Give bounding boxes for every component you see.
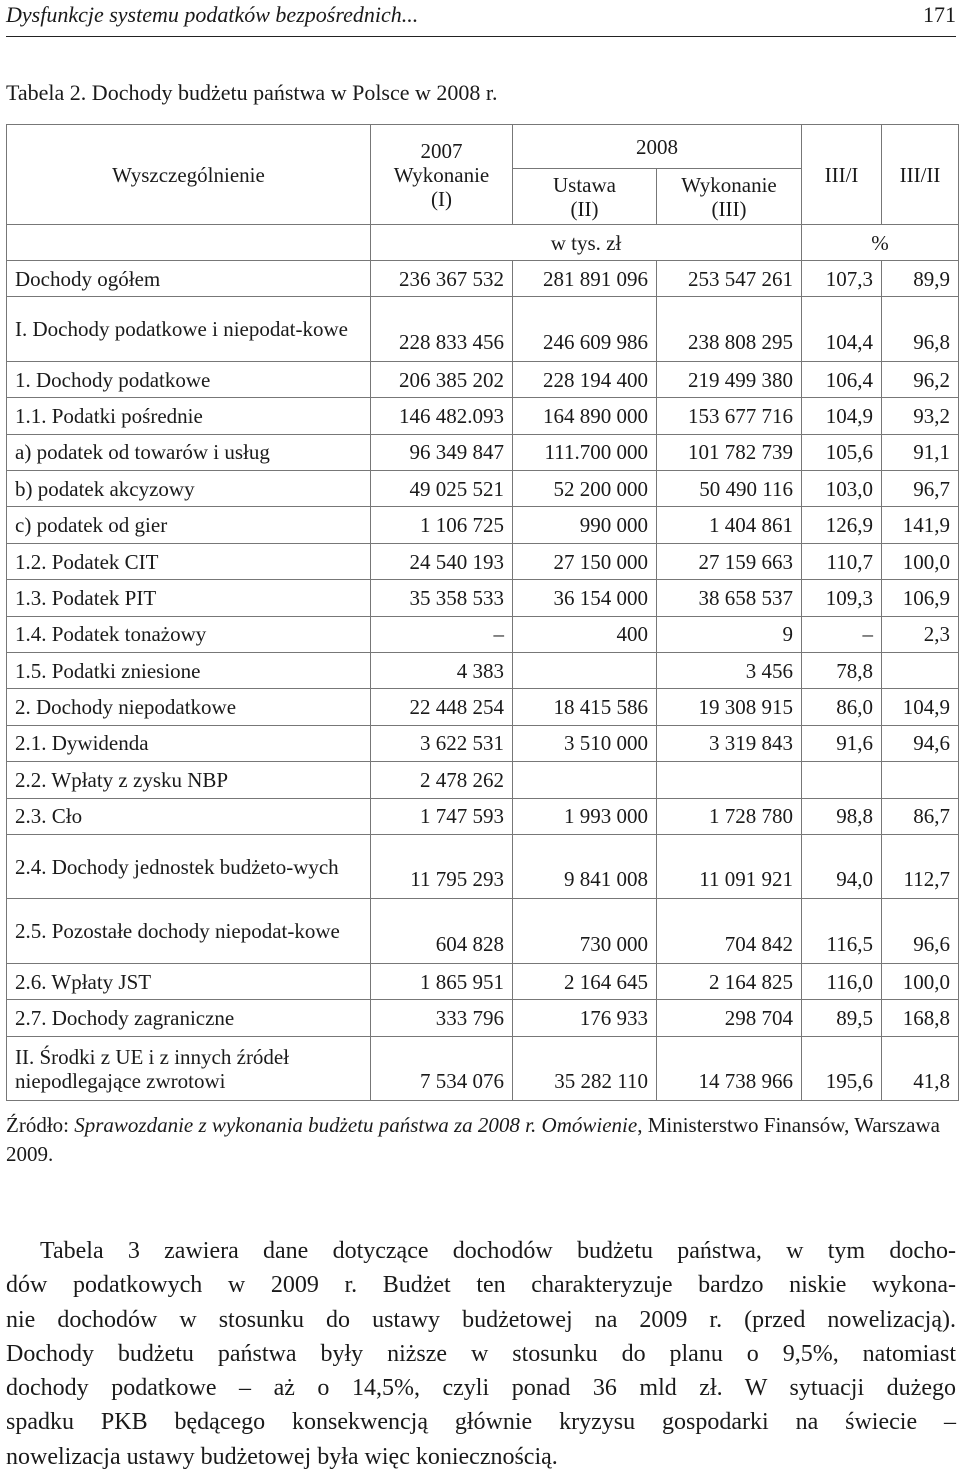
running-title: Dysfunkcje systemu podatków bezpośrednich... (6, 2, 419, 27)
table-row (7, 471, 959, 507)
paragraph-line: nowelizacja ustawy budżetowej była więc koniecznością. (6, 1443, 558, 1470)
running-header (6, 0, 956, 37)
cell-wykonanie (657, 762, 802, 798)
cell-2007: 11 795 293 (371, 834, 513, 899)
cell-2007: 3 622 531 (371, 725, 513, 761)
cell-2007: 1 747 593 (371, 798, 513, 834)
cell-ratio-iii-ii: 96,8 (882, 297, 959, 362)
paragraph-line: dów podatkowych w 2009 r. Budżet ten charakteryzuje bardzo niskie wykona- (6, 1272, 956, 1299)
cell-wykonanie: 101 782 739 (657, 434, 802, 470)
cell-ratio-iii-i (802, 762, 882, 798)
cell-ustawa: 164 890 000 (513, 398, 657, 434)
header-ustawa-label: Ustawa (553, 172, 616, 197)
table-row (7, 653, 959, 689)
cell-ustawa: 111.700 000 (513, 434, 657, 470)
cell-2007: 22 448 254 (371, 689, 513, 725)
table-row (7, 261, 959, 297)
cell-ratio-iii-i: 86,0 (802, 689, 882, 725)
row-label: a) podatek od towarów i usług (7, 434, 371, 470)
table-row (7, 899, 959, 964)
header-ratio-iii-ii: III/II (882, 125, 959, 225)
cell-ratio-iii-i: 89,5 (802, 1000, 882, 1036)
cell-wykonanie: 298 704 (657, 1000, 802, 1036)
row-label: Dochody ogółem (7, 261, 371, 297)
cell-ratio-iii-i: 78,8 (802, 653, 882, 689)
header-unit-percent: % (802, 225, 959, 261)
cell-ustawa (513, 653, 657, 689)
cell-ratio-iii-i: 94,0 (802, 834, 882, 899)
cell-ratio-iii-ii: 91,1 (882, 434, 959, 470)
cell-2007: 7 534 076 (371, 1036, 513, 1101)
cell-wykonanie: 238 808 295 (657, 297, 802, 362)
cell-ustawa: 281 891 096 (513, 261, 657, 297)
cell-2007: 24 540 193 (371, 543, 513, 579)
row-label: 2.2. Wpłaty z zysku NBP (7, 762, 371, 798)
cell-ratio-iii-ii: 2,3 (882, 616, 959, 652)
cell-ustawa: 18 415 586 (513, 689, 657, 725)
row-label: 1.4. Podatek tonażowy (7, 616, 371, 652)
cell-ustawa: 35 282 110 (513, 1036, 657, 1101)
cell-ustawa: 2 164 645 (513, 963, 657, 999)
page-number: 171 (923, 2, 956, 27)
row-label: b) podatek akcyzowy (7, 471, 371, 507)
header-ustawa-roman: (II) (570, 196, 599, 221)
cell-2007: 1 865 951 (371, 963, 513, 999)
cell-wykonanie: 27 159 663 (657, 543, 802, 579)
cell-ustawa: 1 993 000 (513, 798, 657, 834)
cell-ustawa: 730 000 (513, 899, 657, 964)
source-rest: , Ministerstwo Finansów, Warszawa 2009. (6, 1113, 940, 1166)
cell-ratio-iii-i: 109,3 (802, 580, 882, 616)
cell-2007: 604 828 (371, 899, 513, 964)
source-title: Sprawozdanie z wykonania budżetu państwa za 2008 r. (74, 1113, 537, 1137)
cell-wykonanie: 14 738 966 (657, 1036, 802, 1101)
cell-ratio-iii-ii (882, 653, 959, 689)
paragraph-line: dochody podatkowe – aż o 14,5%, czyli ponad 36 mld zł. W sytuacji dużego (6, 1375, 956, 1402)
cell-ustawa: 990 000 (513, 507, 657, 543)
row-label: 1. Dochody podatkowe (7, 361, 371, 397)
table-row (7, 1000, 959, 1036)
cell-ustawa: 36 154 000 (513, 580, 657, 616)
table-row (7, 361, 959, 397)
table-row (7, 725, 959, 761)
table-row (7, 616, 959, 652)
cell-wykonanie: 1 404 861 (657, 507, 802, 543)
cell-ustawa (513, 762, 657, 798)
cell-wykonanie: 3 456 (657, 653, 802, 689)
cell-ratio-iii-i: 104,9 (802, 398, 882, 434)
cell-ratio-iii-ii: 168,8 (882, 1000, 959, 1036)
cell-ustawa: 27 150 000 (513, 543, 657, 579)
paragraph-line: Dochody budżetu państwa były niższe w stosunku do planu o 9,5%, natomiast (6, 1340, 956, 1367)
cell-ustawa: 176 933 (513, 1000, 657, 1036)
header-unit-blank (7, 225, 371, 261)
paragraph-line: nie dochodów w stosunku do ustawy budżetowej na 2009 r. (przed nowelizacją). (6, 1306, 956, 1333)
cell-ratio-iii-ii: 100,0 (882, 543, 959, 579)
row-label: 2.6. Wpłaty JST (7, 963, 371, 999)
row-label: 1.5. Podatki zniesione (7, 653, 371, 689)
paragraph-line: spadku PKB będącego konsekwencją głównie kryzysu gospodarki na świecie – (6, 1409, 956, 1436)
cell-ratio-iii-ii: 93,2 (882, 398, 959, 434)
cell-wykonanie: 3 319 843 (657, 725, 802, 761)
cell-ustawa: 400 (513, 616, 657, 652)
header-2007-year: 2007 (420, 138, 463, 163)
cell-ratio-iii-i: 106,4 (802, 361, 882, 397)
cell-ratio-iii-ii: 96,2 (882, 361, 959, 397)
cell-wykonanie: 11 091 921 (657, 834, 802, 899)
budget-table (6, 124, 959, 1101)
row-label: c) podatek od gier (7, 507, 371, 543)
cell-wykonanie: 1 728 780 (657, 798, 802, 834)
header-label: Wyszczególnienie (7, 125, 371, 225)
cell-2007: 1 106 725 (371, 507, 513, 543)
cell-ratio-iii-ii: 112,7 (882, 834, 959, 899)
row-label: 2. Dochody niepodatkowe (7, 689, 371, 725)
row-label: 2.1. Dywidenda (7, 725, 371, 761)
cell-wykonanie: 253 547 261 (657, 261, 802, 297)
cell-ratio-iii-ii: 141,9 (882, 507, 959, 543)
cell-ratio-iii-i: 116,0 (802, 963, 882, 999)
table-row (7, 798, 959, 834)
table-row (7, 963, 959, 999)
table-row (7, 543, 959, 579)
table-row (7, 689, 959, 725)
header-ratio-iii-i: III/I (802, 125, 882, 225)
header-ustawa (513, 169, 657, 225)
table-source-note (6, 1111, 956, 1169)
cell-2007: 146 482.093 (371, 398, 513, 434)
header-wykonanie-label: Wykonanie (681, 172, 777, 197)
header-2008: 2008 (513, 125, 802, 169)
cell-ratio-iii-i: 107,3 (802, 261, 882, 297)
table-row (7, 297, 959, 362)
cell-ratio-iii-ii: 94,6 (882, 725, 959, 761)
table-row (7, 580, 959, 616)
cell-2007: 35 358 533 (371, 580, 513, 616)
cell-ratio-iii-ii: 100,0 (882, 963, 959, 999)
table-row (7, 762, 959, 798)
cell-ustawa: 9 841 008 (513, 834, 657, 899)
header-2007 (371, 125, 513, 225)
source-prefix: Źródło: (6, 1113, 75, 1137)
table-row (7, 1036, 959, 1101)
cell-ratio-iii-ii: 106,9 (882, 580, 959, 616)
cell-ratio-iii-ii: 104,9 (882, 689, 959, 725)
header-2007-wykonanie: Wykonanie (393, 162, 490, 187)
cell-ratio-iii-ii: 41,8 (882, 1036, 959, 1101)
cell-ratio-iii-i: 110,7 (802, 543, 882, 579)
cell-ustawa: 246 609 986 (513, 297, 657, 362)
table-row (7, 507, 959, 543)
cell-ratio-iii-i: 103,0 (802, 471, 882, 507)
cell-ratio-iii-ii: 96,7 (882, 471, 959, 507)
header-unit-money: w tys. zł (371, 225, 802, 261)
row-label: 2.5. Pozostałe dochody niepodat-kowe (7, 899, 371, 964)
cell-ratio-iii-i: 91,6 (802, 725, 882, 761)
header-2007-roman: (I) (431, 186, 452, 211)
cell-2007: 2 478 262 (371, 762, 513, 798)
cell-ratio-iii-i: 126,9 (802, 507, 882, 543)
cell-2007: 333 796 (371, 1000, 513, 1036)
table-row (7, 398, 959, 434)
cell-wykonanie: 9 (657, 616, 802, 652)
cell-ratio-iii-i: 104,4 (802, 297, 882, 362)
cell-ratio-iii-ii: 86,7 (882, 798, 959, 834)
cell-ratio-iii-ii: 96,6 (882, 899, 959, 964)
cell-ustawa: 228 194 400 (513, 361, 657, 397)
row-label: 2.3. Cło (7, 798, 371, 834)
cell-2007: 96 349 847 (371, 434, 513, 470)
body-paragraph (6, 1234, 956, 1474)
cell-wykonanie: 19 308 915 (657, 689, 802, 725)
header-wykonanie-2008 (657, 169, 802, 225)
cell-ratio-iii-ii: 89,9 (882, 261, 959, 297)
cell-ratio-iii-i: 116,5 (802, 899, 882, 964)
cell-ustawa: 52 200 000 (513, 471, 657, 507)
cell-2007: – (371, 616, 513, 652)
row-label: 1.2. Podatek CIT (7, 543, 371, 579)
cell-ustawa: 3 510 000 (513, 725, 657, 761)
cell-wykonanie: 704 842 (657, 899, 802, 964)
cell-2007: 206 385 202 (371, 361, 513, 397)
table-row (7, 434, 959, 470)
cell-ratio-iii-i: 195,6 (802, 1036, 882, 1101)
cell-wykonanie: 219 499 380 (657, 361, 802, 397)
cell-2007: 49 025 521 (371, 471, 513, 507)
table-caption: Tabela 2. Dochody budżetu państwa w Polsce w 2008 r. (6, 80, 498, 105)
cell-ratio-iii-i: 105,6 (802, 434, 882, 470)
row-label: 1.3. Podatek PIT (7, 580, 371, 616)
cell-2007: 236 367 532 (371, 261, 513, 297)
cell-wykonanie: 50 490 116 (657, 471, 802, 507)
cell-2007: 4 383 (371, 653, 513, 689)
cell-wykonanie: 2 164 825 (657, 963, 802, 999)
paragraph-line: Tabela 3 zawiera dane dotyczące dochodów budżetu państwa, w tym docho- (40, 1238, 956, 1264)
cell-ratio-iii-ii (882, 762, 959, 798)
header-wykonanie-roman: (III) (711, 196, 747, 221)
table-row (7, 834, 959, 899)
row-label: 2.7. Dochody zagraniczne (7, 1000, 371, 1036)
row-label: 1.1. Podatki pośrednie (7, 398, 371, 434)
cell-ratio-iii-i: – (802, 616, 882, 652)
row-label: I. Dochody podatkowe i niepodat-kowe (7, 297, 371, 362)
row-label: 2.4. Dochody jednostek budżeto-wych (7, 834, 371, 899)
cell-wykonanie: 38 658 537 (657, 580, 802, 616)
row-label: II. Środki z UE i z innych źródeł niepodlegające zwrotowi (7, 1036, 371, 1101)
table-body (7, 261, 959, 1101)
cell-2007: 228 833 456 (371, 297, 513, 362)
source-subtitle: Omówienie (541, 1113, 638, 1137)
cell-wykonanie: 153 677 716 (657, 398, 802, 434)
cell-ratio-iii-i: 98,8 (802, 798, 882, 834)
